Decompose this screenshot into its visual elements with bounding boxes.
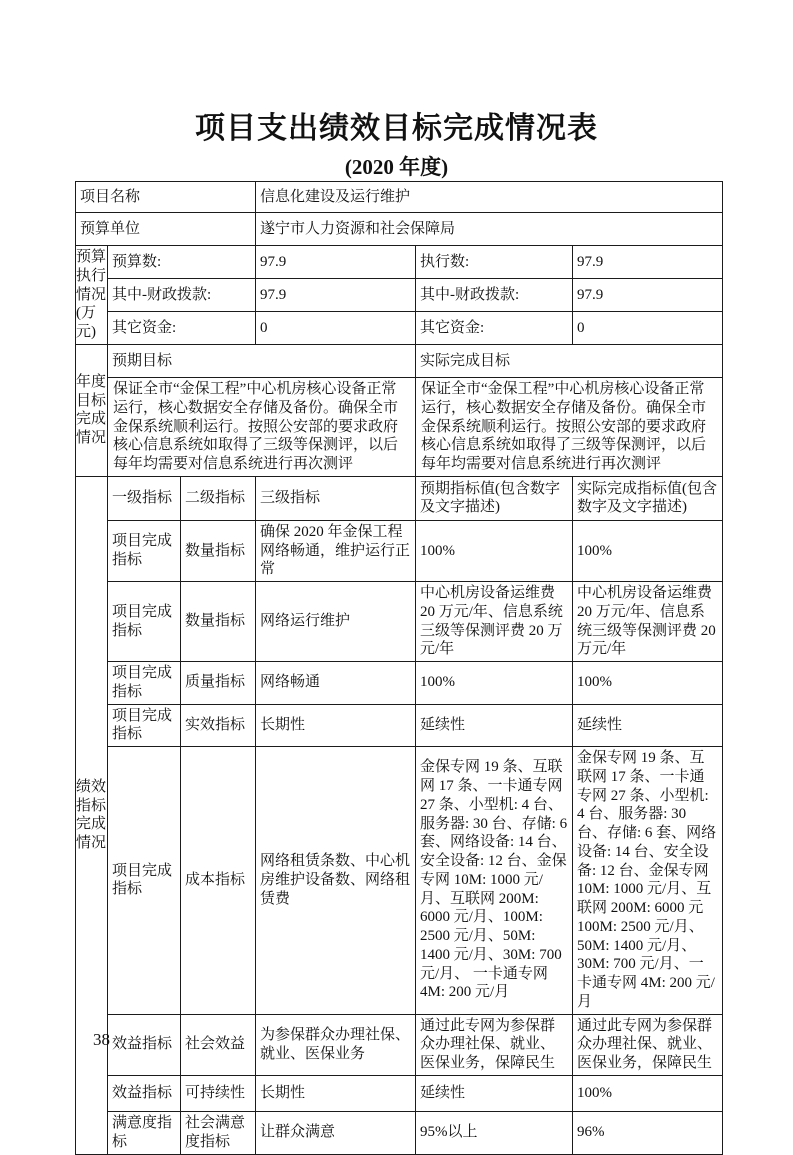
header-level1: 一级指标 — [108, 476, 181, 520]
other-funds-exec-value: 0 — [573, 312, 723, 345]
perf-level3-cell: 确保 2020 年金保工程网络畅通，维护运行正常 — [256, 520, 416, 581]
perf-expected-cell: 100% — [416, 662, 573, 705]
header-level2: 二级指标 — [181, 476, 256, 520]
budget-row-2 — [76, 279, 723, 312]
perf-row-4 — [76, 704, 723, 747]
perf-level1-cell: 项目完成指标 — [108, 704, 181, 747]
annual-goal-header-row — [76, 345, 723, 378]
header-level3: 三级指标 — [256, 476, 416, 520]
perf-header-row — [76, 476, 723, 520]
perf-level2-cell: 可持续性 — [181, 1075, 256, 1111]
perf-level2-cell: 数量指标 — [181, 520, 256, 581]
perf-actual-cell: 金保专网 19 条、互联网 17 条、一卡通专网 27 条、小型机: 4 台、服务器: 30 台、存储: 6 套、网络设备: 14 台、安全设备: 12 台、金保专网 10M: 1000 元/月、互联网 200M: 6000 元 100M: 2500 元/月、50M: 1400 元/月、30M: 700 元/月、一卡通专网 4M: 200 元/月 — [573, 747, 723, 1015]
perf-row-6 — [76, 1014, 723, 1075]
perf-actual-cell: 96% — [573, 1111, 723, 1154]
perf-level3-cell: 让群众满意 — [256, 1111, 416, 1154]
perf-level2-cell: 社会效益 — [181, 1014, 256, 1075]
fiscal-allocation-exec-value: 97.9 — [573, 279, 723, 312]
budget-amount-value: 97.9 — [256, 246, 416, 279]
perf-expected-cell: 95%以上 — [416, 1111, 573, 1154]
perf-level2-cell: 数量指标 — [181, 582, 256, 662]
perf-level3-cell: 为参保群众办理社保、就业、医保业务 — [256, 1014, 416, 1075]
perf-row-8 — [76, 1111, 723, 1154]
perf-level2-cell: 社会满意度指标 — [181, 1111, 256, 1154]
annual-goal-content-row — [76, 378, 723, 477]
perf-level2-cell: 实效指标 — [181, 704, 256, 747]
perf-level1-cell: 项目完成指标 — [108, 747, 181, 1015]
perf-level3-cell: 长期性 — [256, 1075, 416, 1111]
expected-goal-header: 预期目标 — [108, 345, 416, 378]
perf-level1-cell: 项目完成指标 — [108, 662, 181, 705]
perf-actual-cell: 通过此专网为参保群众办理社保、就业、医保业务，保障民生 — [573, 1014, 723, 1075]
perf-level2-cell: 成本指标 — [181, 747, 256, 1015]
execution-amount-value: 97.9 — [573, 246, 723, 279]
page-number: 38 — [93, 1030, 110, 1049]
perf-level1-cell: 效益指标 — [108, 1075, 181, 1111]
header-actual: 实际完成指标值(包含数字及文字描述) — [573, 476, 723, 520]
actual-goal-text: 保证全市“金保工程”中心机房核心设备正常运行，核心数据安全存储及备份。确保全市金保系统顺利运行。按照公安部的要求政府核心信息系统如取得了三级等保测评，以后每年均需要对信息系统进行再次测评 — [416, 378, 723, 477]
budget-row-1 — [76, 246, 723, 279]
perf-actual-cell: 100% — [573, 1075, 723, 1111]
budget-row-3 — [76, 312, 723, 345]
perf-row-7 — [76, 1075, 723, 1111]
header-expected: 预期指标值(包含数字及文字描述) — [416, 476, 573, 520]
project-name-label: 项目名称 — [76, 182, 256, 213]
budget-unit-row — [76, 213, 723, 246]
perf-expected-cell: 中心机房设备运维费 20 万元/年、信息系统三级等保测评费 20 万元/年 — [416, 582, 573, 662]
perf-section-label: 绩效 指标 完成 情况 — [76, 476, 108, 1154]
perf-expected-cell: 延续性 — [416, 1075, 573, 1111]
perf-level1-cell: 满意度指标 — [108, 1111, 181, 1154]
perf-level3-cell: 长期性 — [256, 704, 416, 747]
perf-level3-cell: 网络运行维护 — [256, 582, 416, 662]
perf-level1-cell: 效益指标 — [108, 1014, 181, 1075]
perf-level3-cell: 网络租赁条数、中心机房维护设备数、网络租赁费 — [256, 747, 416, 1015]
perf-expected-cell: 通过此专网为参保群众办理社保、就业、医保业务，保障民生 — [416, 1014, 573, 1075]
perf-level1-cell: 项目完成指标 — [108, 520, 181, 581]
project-name-row — [76, 182, 723, 213]
perf-actual-cell: 延续性 — [573, 704, 723, 747]
other-funds-exec-label: 其它资金: — [416, 312, 573, 345]
fiscal-allocation-label: 其中-财政拨款: — [108, 279, 256, 312]
budget-amount-label: 预算数: — [108, 246, 256, 279]
budget-unit-value: 遂宁市人力资源和社会保障局 — [256, 213, 723, 246]
perf-expected-cell: 100% — [416, 520, 573, 581]
project-name-value: 信息化建设及运行维护 — [256, 182, 723, 213]
perf-row-3 — [76, 662, 723, 705]
fiscal-allocation-exec-label: 其中-财政拨款: — [416, 279, 573, 312]
perf-expected-cell: 延续性 — [416, 704, 573, 747]
perf-row-5 — [76, 747, 723, 1015]
perf-row-1 — [76, 520, 723, 581]
page-subtitle: (2020 年度) — [344, 155, 449, 179]
perf-level1-cell: 项目完成指标 — [108, 582, 181, 662]
perf-actual-cell: 100% — [573, 520, 723, 581]
perf-actual-cell: 中心机房设备运维费 20 万元/年、信息系统三级等保测评费 20 万元/年 — [573, 582, 723, 662]
annual-goal-section-label: 年度 目标 完成 情况 — [76, 345, 108, 477]
other-funds-value: 0 — [256, 312, 416, 345]
execution-amount-label: 执行数: — [416, 246, 573, 279]
perf-row-2 — [76, 582, 723, 662]
perf-level3-cell: 网络畅通 — [256, 662, 416, 705]
performance-table — [75, 181, 723, 1155]
expected-goal-text: 保证全市“金保工程”中心机房核心设备正常运行，核心数据安全存储及备份。确保全市金保系统顺利运行。按照公安部的要求政府核心信息系统如取得了三级等保测评，以后每年均需要对信息系统进行再次测评 — [108, 378, 416, 477]
perf-level2-cell: 质量指标 — [181, 662, 256, 705]
actual-goal-header: 实际完成目标 — [416, 345, 723, 378]
page-title: 项目支出绩效目标完成情况表 — [195, 112, 598, 145]
perf-actual-cell: 100% — [573, 662, 723, 705]
other-funds-label: 其它资金: — [108, 312, 256, 345]
perf-expected-cell: 金保专网 19 条、互联网 17 条、一卡通专网 27 条、小型机: 4 台、服务器: 30 台、存储: 6 套、网络设备: 14 台、安全设备: 12 台、金保专网 10M: 1000 元/月、互联网 200M: 6000 元/月、100M: 2500 元/月、50M: 1400 元/月、30M: 700 元/月、 一卡通专网 4M: 200 元/月 — [416, 747, 573, 1015]
fiscal-allocation-value: 97.9 — [256, 279, 416, 312]
budget-section-label: 预算 执行 情况 (万 元) — [76, 246, 108, 345]
budget-unit-label: 预算单位 — [76, 213, 256, 246]
